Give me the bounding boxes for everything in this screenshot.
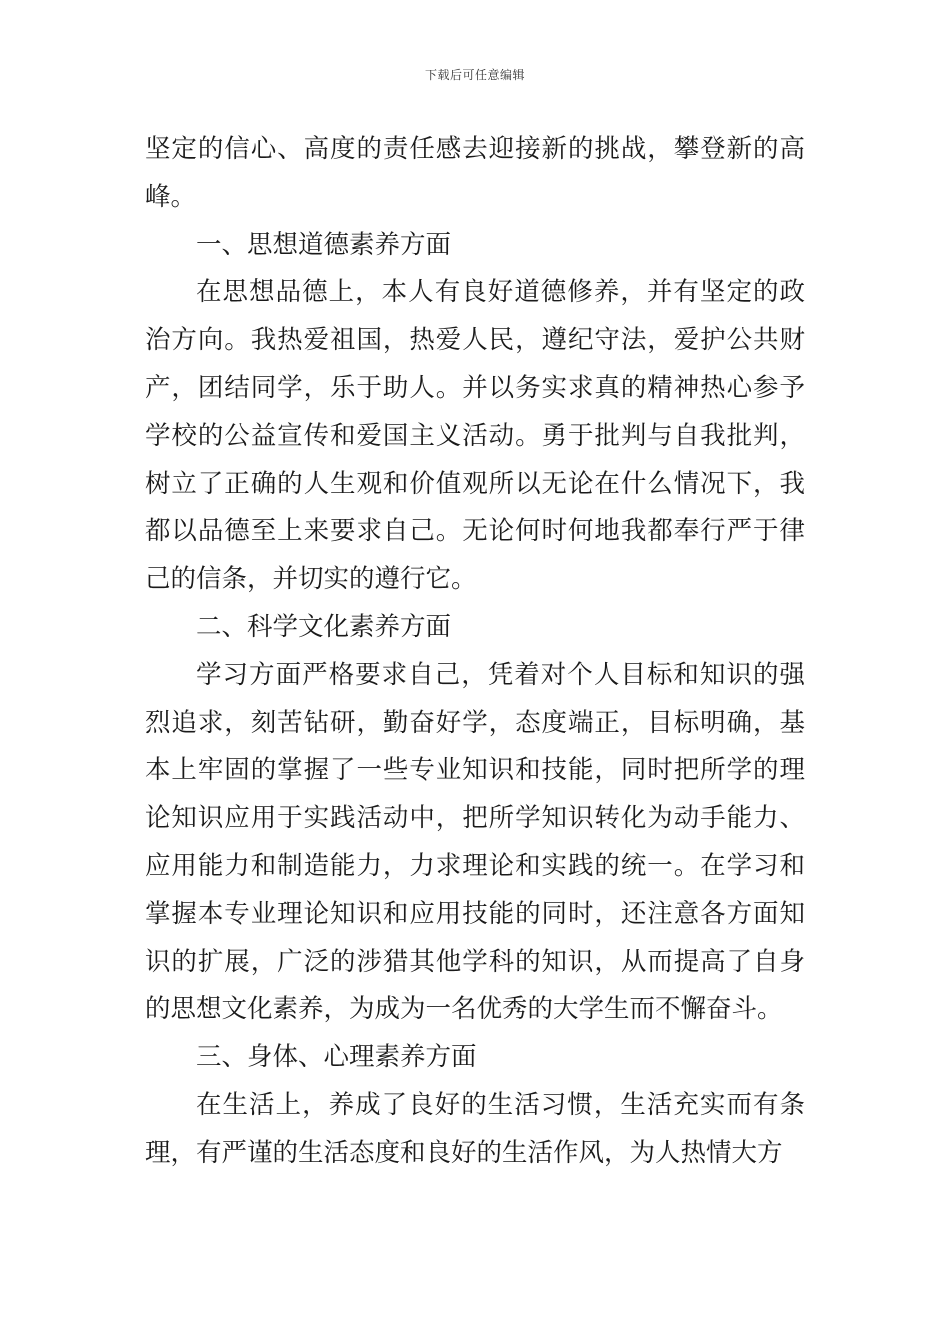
paragraph-moral: 在思想品德上，本人有良好道德修养，并有坚定的政治方向。我热爱祖国，热爱人民，遵纪守法，爱护公共财产，团结同学，乐于助人。并以务实求真的精神热心参予学校的公益宣传和爱国主义活动。勇于批判与自我批判，树立了正确的人生观和价值观所以无论在什么情况下，我都以品德至上来要求自己。无论何时何地我都奉行严于律己的信条，并切实的遵行它。	[145, 277, 805, 595]
document-body	[145, 126, 805, 1178]
paragraph-continuation: 坚定的信心、高度的责任感去迎接新的挑战，攀登新的高峰。	[145, 134, 805, 212]
section-heading-moral: 一、思想道德素养方面	[196, 229, 452, 260]
section-heading-science: 二、科学文化素养方面	[196, 611, 452, 642]
section-heading-health: 三、身体、心理素养方面	[196, 1042, 477, 1073]
paragraph-health: 在生活上，养成了良好的生活习惯，生活充实而有条理，有严谨的生活态度和良好的生活作风，为人热情大方	[145, 1089, 805, 1168]
paragraph-science: 学习方面严格要求自己，凭着对个人目标和知识的强烈追求，刻苦钻研，勤奋好学，态度端正，目标明确，基本上牢固的掌握了一些专业知识和技能，同时把所学的理论知识应用于实践活动中，把所学知识转化为动手能力、应用能力和制造能力，力求理论和实践的统一。在学习和掌握本专业理论知识和应用技能的同时，还注意各方面知识的扩展，广泛的涉猎其他学科的知识，从而提高了自身的思想文化素养，为成为一名优秀的大学生而不懈奋斗。	[145, 659, 805, 1025]
page-header: 下载后可任意编辑	[424, 68, 525, 82]
